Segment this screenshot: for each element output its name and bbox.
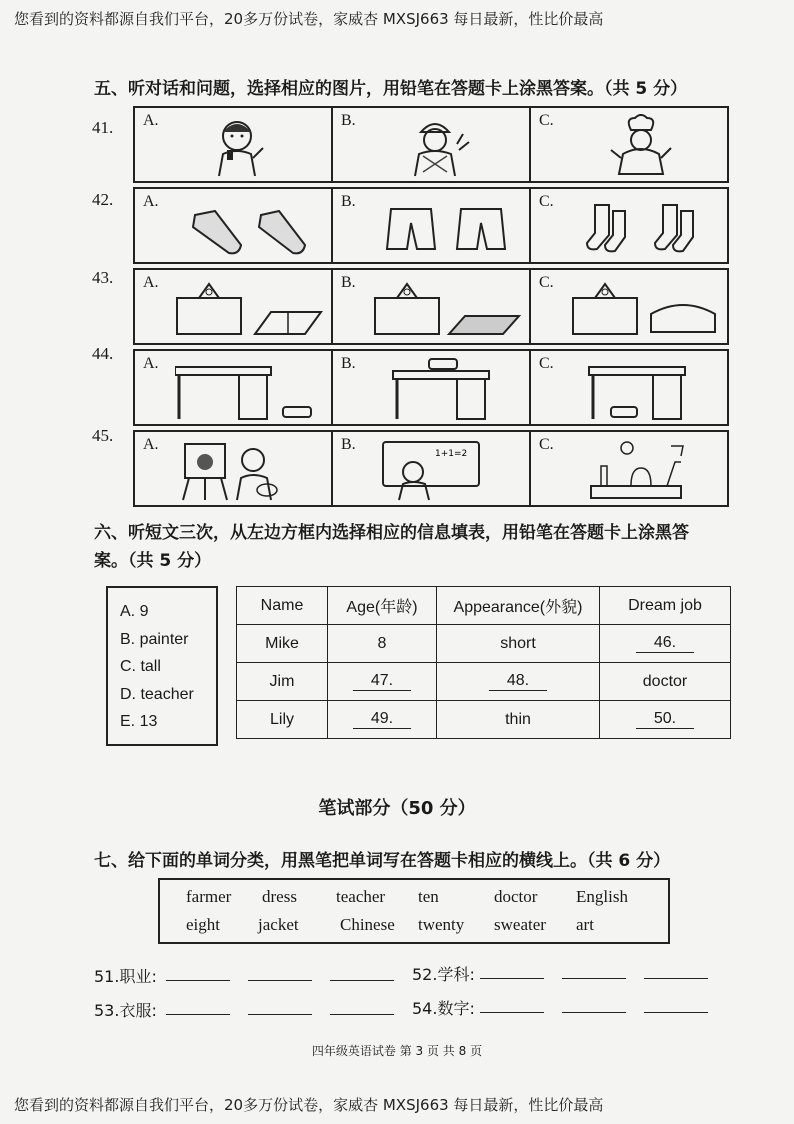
option-cell[interactable] [332, 269, 530, 344]
choice-item: D. teacher [120, 685, 194, 703]
question-number: 45. [92, 426, 114, 445]
word: Chinese [340, 915, 395, 934]
option-label: A. [143, 274, 159, 291]
choice-item: B. painter [120, 630, 189, 648]
car-under-desk-icon [571, 357, 721, 421]
option-label: A. [143, 193, 159, 210]
option-cell[interactable] [134, 107, 332, 182]
word: dress [262, 887, 297, 906]
choice-item: A. 9 [120, 603, 149, 620]
word: doctor [494, 887, 538, 906]
shorts-icon [373, 195, 523, 259]
option-cell[interactable] [332, 350, 530, 425]
answer-line[interactable] [166, 980, 230, 981]
car-near-desk-icon [175, 357, 325, 421]
picture-options-table [133, 106, 729, 507]
question-number: 43. [92, 268, 114, 287]
option-cell[interactable] [530, 431, 728, 506]
answer-blank[interactable]: 50. [636, 710, 694, 729]
table-cell [328, 663, 437, 701]
answer-line[interactable] [166, 1014, 230, 1015]
option-label: B. [341, 193, 356, 210]
table-cell: Mike [237, 625, 328, 663]
option-cell[interactable] [332, 431, 530, 506]
option-cell[interactable] [134, 431, 332, 506]
table-cell [437, 663, 600, 701]
svg-text:1+1=2: 1+1=2 [435, 449, 468, 459]
option-cell[interactable] [134, 269, 332, 344]
option-label: B. [341, 436, 356, 453]
table-row [237, 701, 731, 739]
table-header: Age(年龄) [328, 587, 437, 625]
question-number: 44. [92, 344, 114, 363]
table-header: Appearance(外貌) [437, 587, 600, 625]
table-cell [328, 701, 437, 739]
chef-icon [571, 114, 721, 178]
section5-title: 五、听对话和问题，选择相应的图片，用铅笔在答题卡上涂黑答案。（共 5 分） [94, 79, 688, 99]
category-label: 53.衣服: [94, 1001, 157, 1020]
section6-title-line1: 六、听短文三次，从左边方框内选择相应的信息填表，用铅笔在答题卡上涂黑答 [94, 523, 689, 543]
option-label: A. [143, 112, 159, 129]
option-cell[interactable] [332, 188, 530, 263]
table-header: Dream job [600, 587, 731, 625]
science-items-icon [571, 438, 721, 502]
option-label: A. [143, 436, 159, 453]
answer-blank[interactable]: 49. [353, 710, 411, 729]
word: teacher [336, 887, 386, 906]
school-pool-icon [373, 276, 523, 340]
option-label: C. [539, 193, 554, 210]
school-gym-icon [571, 276, 721, 340]
option-label: C. [539, 355, 554, 372]
category-label: 52.学科: [412, 965, 475, 984]
word: art [576, 915, 594, 934]
option-label: B. [341, 112, 356, 129]
option-label: A. [143, 355, 159, 372]
category-label: 51.职业: [94, 967, 157, 986]
answer-line[interactable] [644, 978, 708, 979]
option-cell[interactable] [530, 269, 728, 344]
answer-line[interactable] [562, 1012, 626, 1013]
table-cell: Jim [237, 663, 328, 701]
word: English [576, 887, 628, 906]
word: jacket [258, 915, 299, 934]
table-cell: doctor [600, 663, 731, 701]
car-on-desk-icon [373, 357, 523, 421]
option-label: C. [539, 274, 554, 291]
option-cell[interactable] [134, 350, 332, 425]
table-cell [600, 701, 731, 739]
answer-line[interactable] [248, 980, 312, 981]
option-cell[interactable] [530, 188, 728, 263]
answer-line[interactable] [562, 978, 626, 979]
table-cell: 8 [328, 625, 437, 663]
answer-line[interactable] [330, 1014, 394, 1015]
word: twenty [418, 915, 465, 934]
answer-blank[interactable]: 48. [489, 672, 547, 691]
answer-line[interactable] [330, 980, 394, 981]
info-table [236, 586, 731, 739]
category-label: 54.数字: [412, 999, 475, 1018]
top-banner: 您看到的资料都源自我们平台，20多万份试卷，家威杏 MXSJ663 每日最新，性比价最高 [14, 10, 604, 28]
answer-line[interactable] [480, 978, 544, 979]
section7-title: 七、给下面的单词分类，用黑笔把单词写在答题卡相应的横线上。（共 6 分） [94, 851, 671, 871]
answer-line[interactable] [248, 1014, 312, 1015]
choices-box [106, 586, 218, 746]
word: ten [418, 887, 439, 906]
written-part-title: 笔试部分（50 分） [318, 798, 476, 819]
word: eight [186, 915, 220, 934]
option-cell[interactable] [332, 107, 530, 182]
answer-line[interactable] [644, 1012, 708, 1013]
table-cell: Lily [237, 701, 328, 739]
school-playground-icon [175, 276, 325, 340]
option-label: C. [539, 112, 554, 129]
socks-icon [571, 195, 721, 259]
word-box [158, 878, 670, 944]
option-cell[interactable] [530, 107, 728, 182]
choice-item: C. tall [120, 658, 161, 675]
answer-line[interactable] [480, 1012, 544, 1013]
section6-title-line2: 案。（共 5 分） [94, 551, 212, 571]
worker-icon [373, 114, 523, 178]
table-cell: thin [437, 701, 600, 739]
table-row [237, 663, 731, 701]
table-row [237, 625, 731, 663]
math-board-icon [373, 438, 523, 502]
choice-item: E. 13 [120, 713, 158, 730]
option-label: B. [341, 355, 356, 372]
question-number: 41. [92, 118, 114, 137]
option-label: B. [341, 274, 356, 291]
answer-blank[interactable]: 47. [353, 672, 411, 691]
reporter-icon [175, 114, 325, 178]
bottom-banner: 您看到的资料都源自我们平台，20多万份试卷，家威杏 MXSJ663 每日最新，性比价最高 [14, 1096, 604, 1114]
option-label: C. [539, 436, 554, 453]
shoes-icon [175, 195, 325, 259]
answer-blank[interactable]: 46. [636, 634, 694, 653]
table-cell: short [437, 625, 600, 663]
word: farmer [186, 887, 232, 906]
table-header: Name [237, 587, 328, 625]
art-painter-icon [175, 438, 325, 502]
table-cell [600, 625, 731, 663]
word: sweater [494, 915, 546, 934]
option-cell[interactable] [530, 350, 728, 425]
page-footer: 四年级英语试卷 第 3 页 共 8 页 [311, 1044, 483, 1058]
question-number: 42. [92, 190, 114, 209]
option-cell[interactable] [134, 188, 332, 263]
